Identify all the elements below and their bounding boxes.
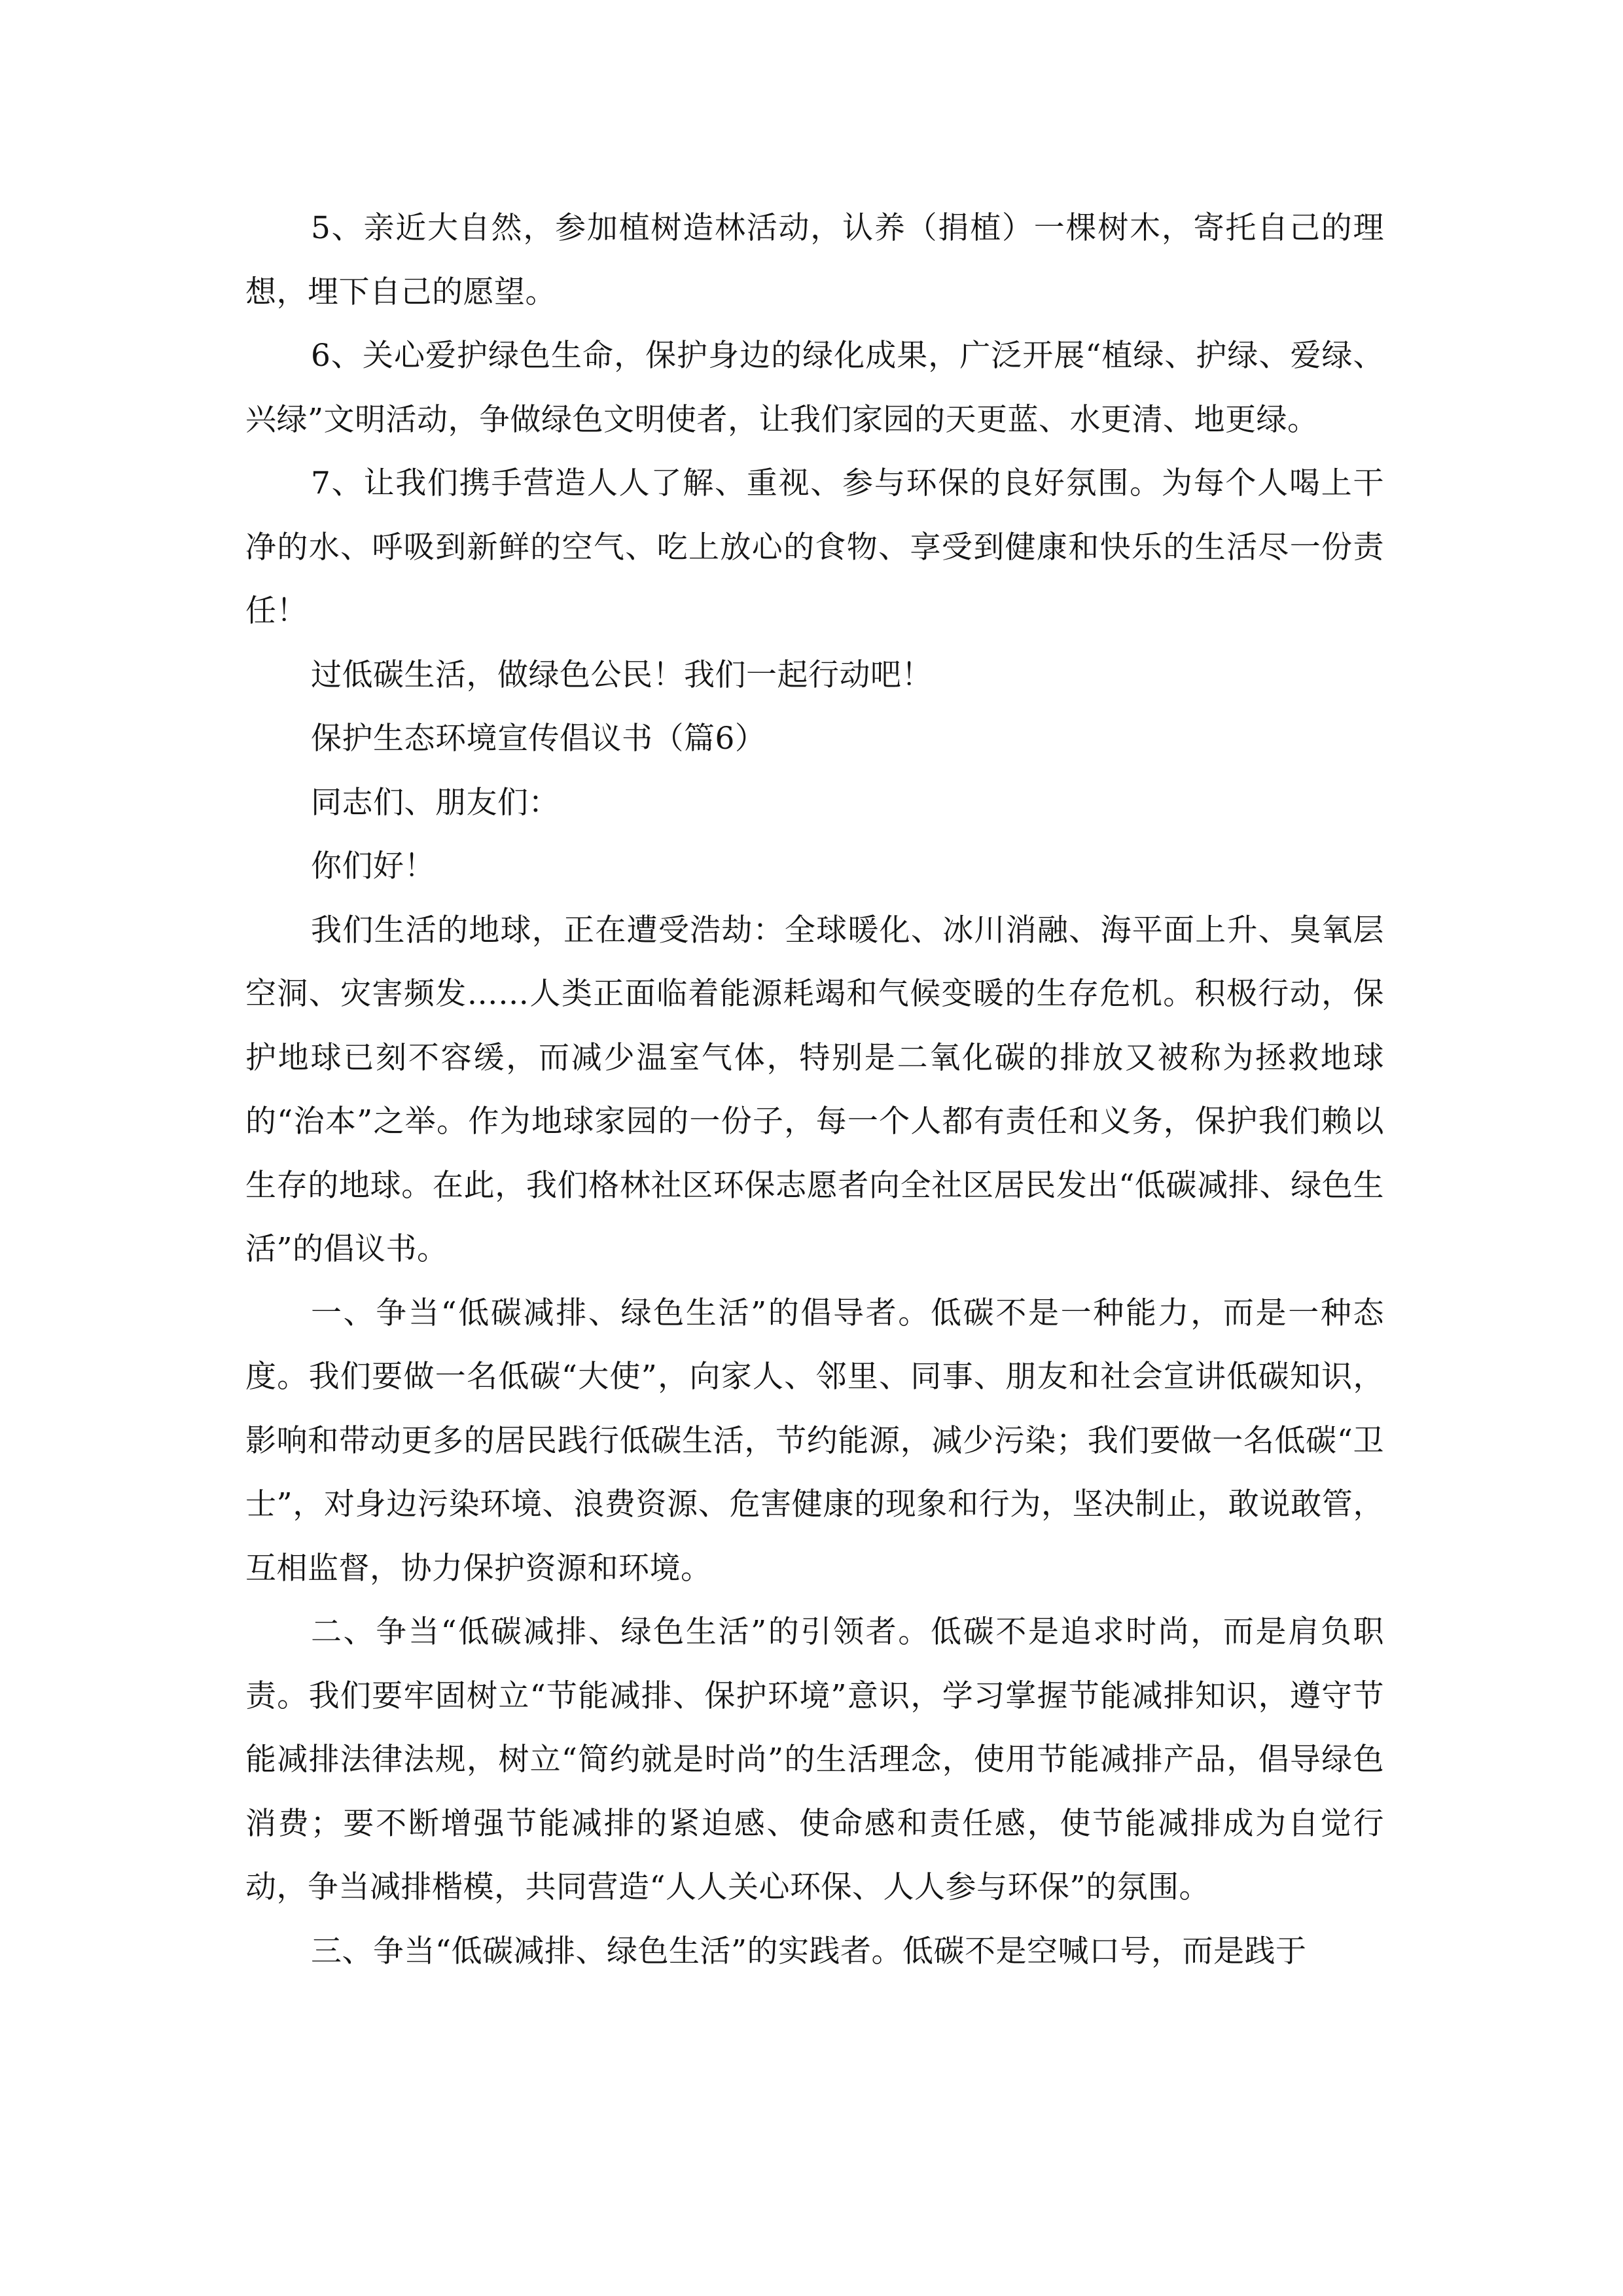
intro-paragraph: 我们生活的地球，正在遭受浩劫：全球暖化、冰川消融、海平面上升、臭氧层空洞、灾害频发……人类正面临着能源耗竭和气候变暖的生存危机。积极行动，保护地球已刻不容缓，而减少温室气体，特别是二氧化碳的排放又被称为拯救地球的“治本”之举。作为地球家园的一份子，每一个人都有责任和义务，保护我们赖以生存的地球。在此，我们格林社区环保志愿者向全社区居民发出“低碳减排、绿色生活”的倡议书。 [245,912,1384,1267]
closing-slogan: 过低碳生活，做绿色公民！我们一起行动吧！ [311,656,933,693]
section-title: 保护生态环境宣传倡议书（篇6） [311,721,766,757]
greeting: 你们好！ [311,848,435,884]
paragraph-item-7: 7、让我们携手营造人人了解、重视、参与环保的良好氛围。为每个人喝上干净的水、呼吸到新鲜的空气、吃上放心的食物、享受到健康和快乐的生活尽一份责任！ [245,465,1384,629]
salutation: 同志们、朋友们： [311,784,560,821]
point-one-paragraph: 一、争当“低碳减排、绿色生活”的倡导者。低碳不是一种能力，而是一种态度。我们要做一名低碳“大使”，向家人、邻里、同事、朋友和社会宣讲低碳知识，影响和带动更多的居民践行低碳生活，节约能源，减少污染；我们要做一名低碳“卫士”，对身边污染环境、浪费资源、危害健康的现象和行为，坚决制止，敢说敢管，互相监督，协力保护资源和环境。 [245,1295,1384,1587]
point-three-paragraph: 三、争当“低碳减排、绿色生活”的实践者。低碳不是空喊口号，而是践于 [311,1933,1307,1969]
paragraph-item-6: 6、关心爱护绿色生命，保护身边的绿化成果，广泛开展“植绿、护绿、爱绿、兴绿”文明活动，争做绿色文明使者，让我们家园的天更蓝、水更清、地更绿。 [245,338,1384,438]
paragraph-item-5: 5、亲近大自然，参加植树造林活动，认养（捐植）一棵树木，寄托自己的理想，埋下自己的愿望。 [245,210,1384,310]
point-two-paragraph: 二、争当“低碳减排、绿色生活”的引领者。低碳不是追求时尚，而是肩负职责。我们要牢固树立“节能减排、保护环境”意识，学习掌握节能减排知识，遵守节能减排法律法规，树立“简约就是时尚”的生活理念，使用节能减排产品，倡导绿色消费；要不断增强节能减排的紧迫感、使命感和责任感，使节能减排成为自觉行动，争当减排楷模，共同营造“人人关心环保、人人参与环保”的氛围。 [245,1614,1384,1905]
document-body [245,196,1384,1983]
